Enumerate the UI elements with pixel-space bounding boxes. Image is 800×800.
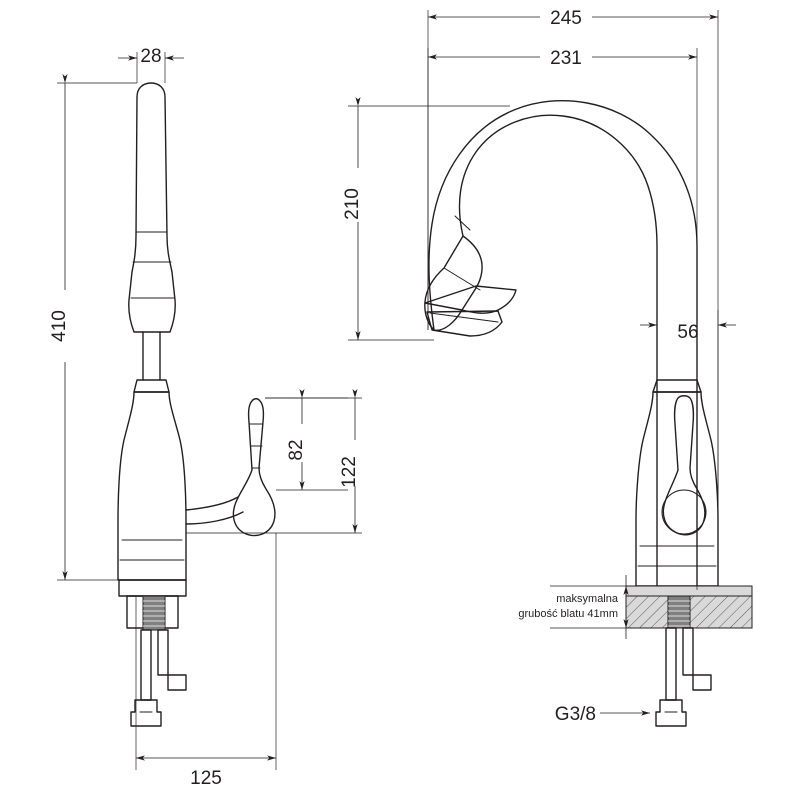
dimension-125 [136, 533, 276, 789]
countertop-note-line2: grubość blatu 41mm [518, 608, 618, 620]
dim-245-label: 245 [550, 8, 582, 29]
countertop-note [518, 575, 626, 639]
dim-125-label: 125 [190, 768, 222, 789]
dim-210-label: 210 [342, 188, 363, 220]
dimension-122 [186, 398, 362, 533]
dim-28-label: 28 [140, 46, 162, 67]
countertop-note-line1: maksymalna [556, 593, 618, 605]
dimension-56 [640, 310, 736, 520]
dim-122-label: 122 [339, 456, 360, 488]
front-view-faucet [118, 83, 275, 726]
thread-label: G3/8 [554, 704, 596, 725]
dimension-410 [49, 83, 137, 580]
dimension-82 [265, 398, 348, 490]
dim-410-label: 410 [49, 310, 70, 342]
dim-56-label: 56 [677, 322, 699, 343]
dimension-28 [118, 46, 184, 83]
dim-82-label: 82 [286, 439, 307, 461]
dim-231-label: 231 [550, 48, 582, 69]
dimension-245 [428, 8, 718, 586]
thread-callout [555, 704, 650, 725]
side-view-faucet [425, 101, 752, 726]
